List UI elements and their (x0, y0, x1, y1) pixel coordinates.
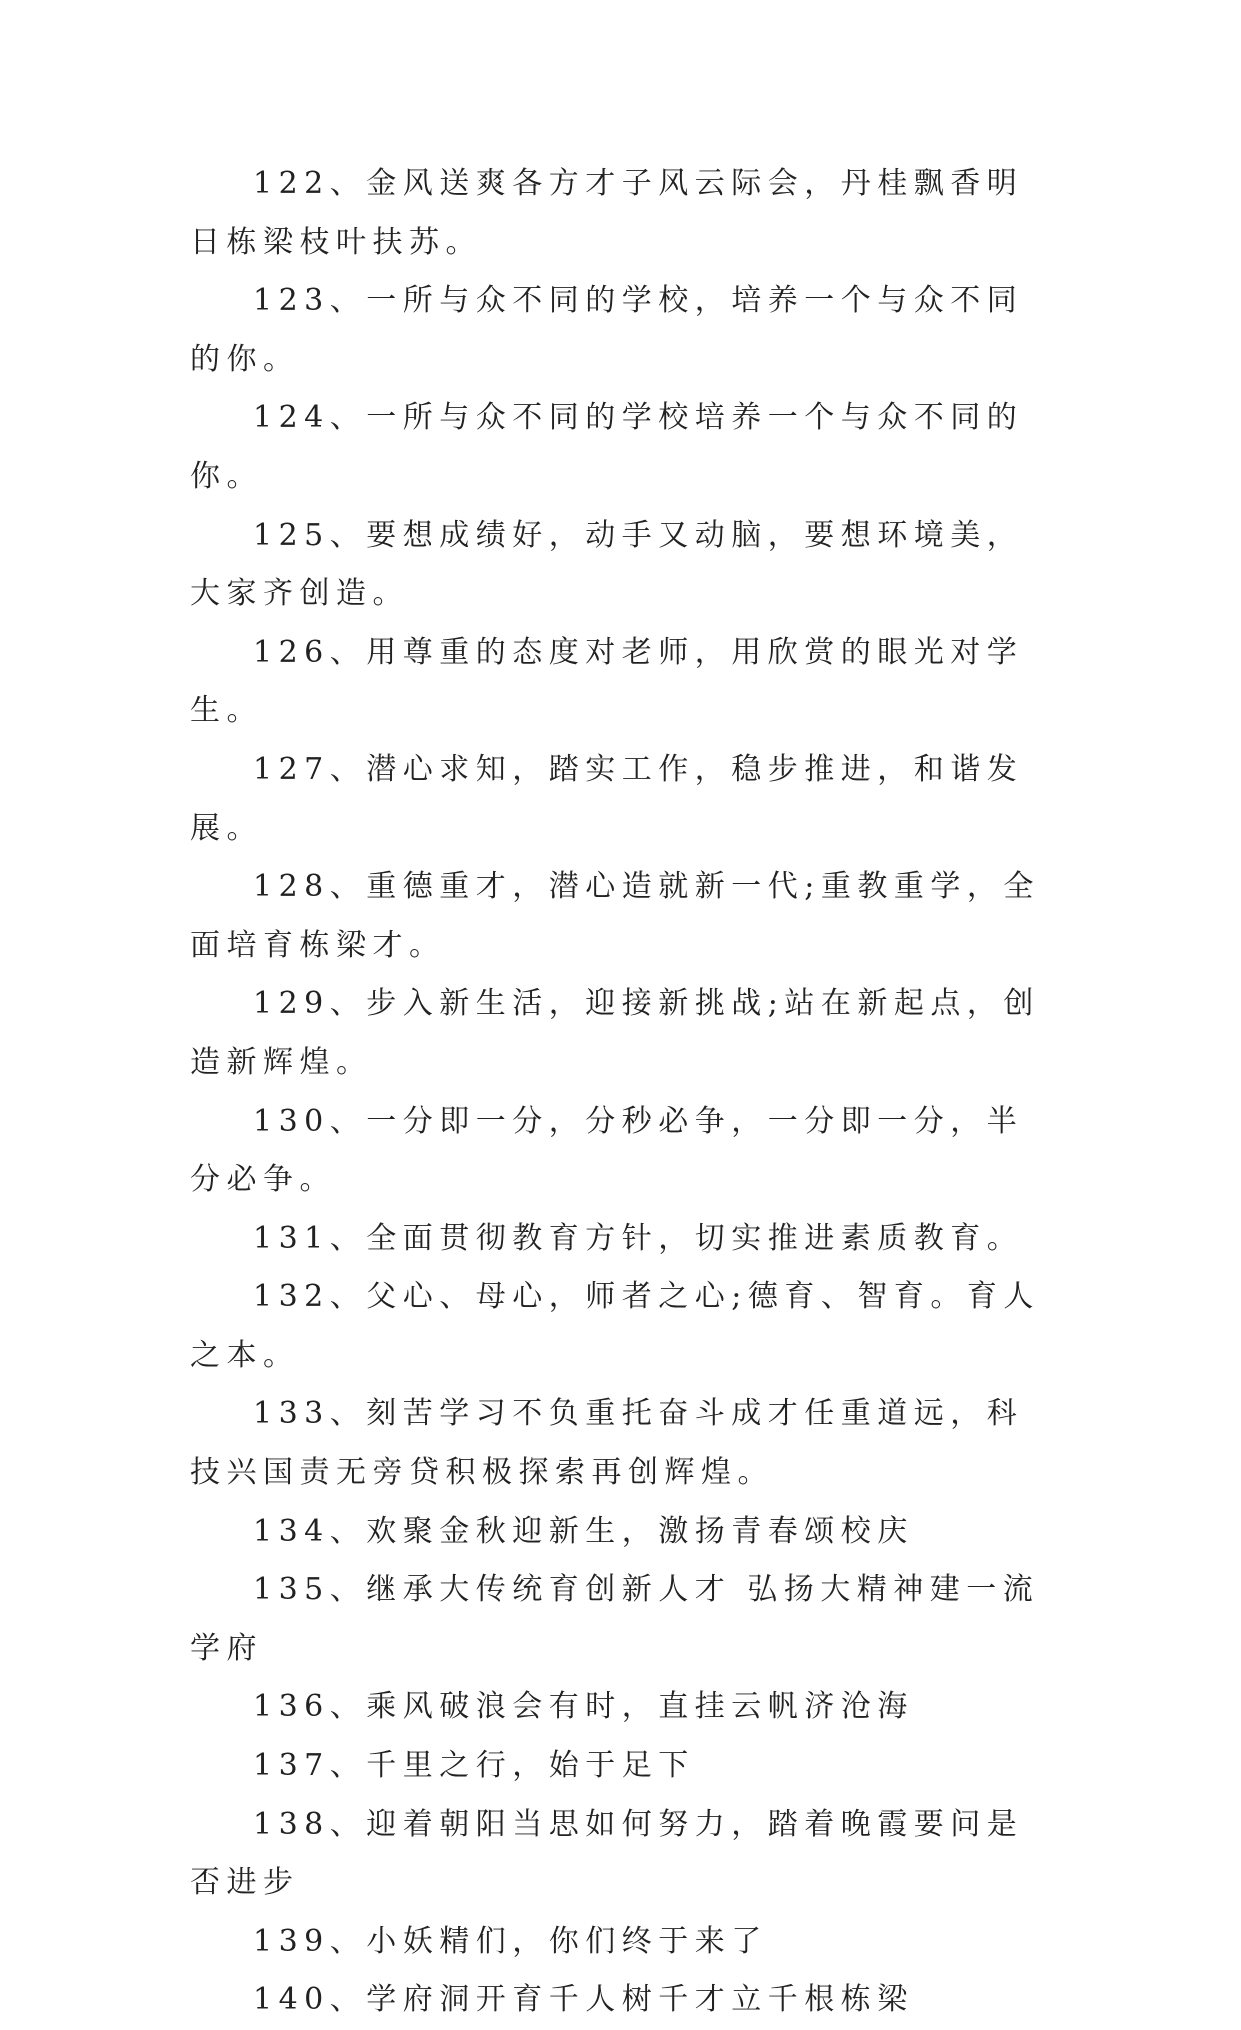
paragraph-137: 137、千里之行，始于足下 (253, 1748, 695, 1784)
paragraph-128: 128、重德重才，潜心造就新一代;重教重学，全面培育栋梁才。 (190, 869, 1040, 963)
paragraph-136: 136、乘风破浪会有时，直挂云帆济沧海 (253, 1689, 914, 1725)
paragraph-131: 131、全面贯彻教育方针，切实推进素质教育。 (253, 1220, 1024, 1256)
paragraph-138: 138、迎着朝阳当思如何努力，踏着晚霞要问是否进步 (190, 1806, 1024, 1901)
document-body (190, 155, 1050, 2030)
paragraph-124: 124、一所与众不同的学校培养一个与众不同的你。 (190, 400, 1024, 494)
paragraph-134: 134、欢聚金秋迎新生，激扬青春颂校庆 (253, 1513, 914, 1549)
paragraph-129: 129、步入新生活，迎接新挑战;站在新起点，创造新辉煌。 (190, 986, 1040, 1080)
paragraph-123: 123、一所与众不同的学校，培养一个与众不同的你。 (190, 283, 1024, 377)
paragraph-126: 126、用尊重的态度对老师，用欣赏的眼光对学生。 (190, 634, 1024, 729)
paragraph-133: 133、刻苦学习不负重托奋斗成才任重道远，科技兴国责无旁贷积极探索再创辉煌。 (190, 1396, 1024, 1491)
paragraph-135: 135、继承大传统育创新人才 弘扬大精神建一流学府 (190, 1572, 1040, 1666)
paragraph-132: 132、父心、母心，师者之心;德育、智育。育人之本。 (190, 1279, 1040, 1373)
paragraph-127: 127、潜心求知，踏实工作，稳步推进，和谐发展。 (190, 751, 1024, 846)
paragraph-130: 130、一分即一分，分秒必争，一分即一分，半分必争。 (190, 1103, 1024, 1198)
paragraph-140: 140、学府洞开育千人树千才立千根栋梁 (253, 1982, 914, 2018)
paragraph-122: 122、金风送爽各方才子风云际会，丹桂飘香明日栋梁枝叶扶苏。 (190, 166, 1024, 260)
paragraph-139: 139、小妖精们，你们终于来了 (253, 1923, 768, 1959)
paragraph-125: 125、要想成绩好，动手又动脑，要想环境美，大家齐创造。 (190, 517, 1024, 612)
